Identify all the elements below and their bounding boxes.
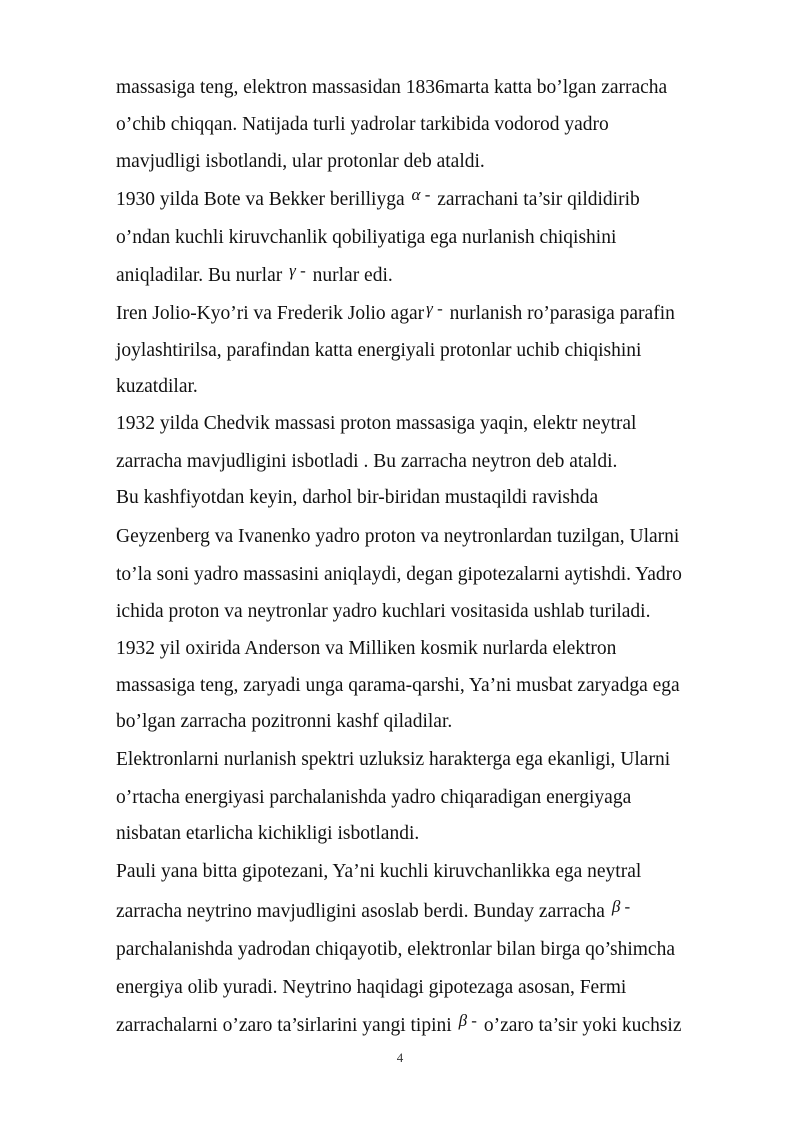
- text-line-4: 1930 yilda Bote va Bekker berilliyga α - zarrachani ta’sir qildidirib: [116, 185, 640, 210]
- text-line-26: zarrachalarni o’zaro ta’sirlarini yangi tipini β - o’zaro ta’sir yoki kuchsiz: [116, 1011, 682, 1036]
- text-line-16: 1932 yil oxirida Anderson va Milliken kosmik nurlarda elektron: [116, 638, 617, 659]
- text-line-5: o’ndan kuchli kiruvchanlik qobiliyatiga ega nurlanish chiqishini: [116, 227, 617, 248]
- text-line-23: zarracha neytrino mavjudligini asoslab berdi. Bunday zarracha β -: [116, 897, 631, 922]
- text-line-3: mavjudligi isbotlandi, ular protonlar deb ataldi.: [116, 151, 485, 172]
- text-line-22: Pauli yana bitta gipotezani, Ya’ni kuchli kiruvchanlikka ega neytral: [116, 861, 642, 882]
- gamma-symbol: γ -: [289, 261, 306, 280]
- text-line-20: o’rtacha energiyasi parchalanishda yadro chiqaradigan energiyaga: [116, 787, 632, 808]
- text-line-24: parchalanishda yadrodan chiqayotib, elektronlar bilan birga qo’shimcha: [116, 939, 675, 960]
- text-line-18: bo’lgan zarracha pozitronni kashf qiladilar.: [116, 711, 453, 732]
- gamma-symbol: γ -: [426, 299, 443, 318]
- text-line-21: nisbatan etarlicha kichikligi isbotlandi.: [116, 823, 420, 844]
- text-line-8: joylashtirilsa, parafindan katta energiyali protonlar uchib chiqishini: [116, 340, 642, 361]
- text-line-25: energiya olib yuradi. Neytrino haqidagi gipotezaga asosan, Fermi: [116, 977, 627, 998]
- text-line-19: Elektronlarni nurlanish spektri uzluksiz harakterga ega ekanligi, Ularni: [116, 749, 671, 770]
- text-line-2: o’chib chiqqan. Natijada turli yadrolar tarkibida vodorod yadro: [116, 114, 609, 135]
- text-line-7: Iren Jolio-Kyo’ri va Frederik Jolio agar γ - nurlanish ro’parasiga parafin: [116, 299, 675, 324]
- text-line-11: zarracha mavjudligini isbotladi . Bu zarracha neytron deb ataldi.: [116, 451, 618, 472]
- text-line-14: to’la soni yadro massasini aniqlaydi, degan gipotezalarni aytishdi. Yadro: [116, 564, 682, 585]
- text-line-6: aniqladilar. Bu nurlar γ - nurlar edi.: [116, 261, 393, 286]
- text-line-9: kuzatdilar.: [116, 376, 198, 397]
- text-line-13: Geyzenberg va Ivanenko yadro proton va neytronlardan tuzilgan, Ularni: [116, 526, 680, 547]
- beta-symbol: β -: [611, 897, 631, 916]
- alpha-symbol: α -: [411, 185, 431, 204]
- text-line-12: Bu kashfiyotdan keyin, darhol bir-biridan mustaqildi ravishda: [116, 487, 599, 508]
- text-line-1: massasiga teng, elektron massasidan 1836marta katta bo’lgan zarracha: [116, 77, 668, 98]
- text-line-17: massasiga teng, zaryadi unga qarama-qarshi, Ya’ni musbat zaryadga ega: [116, 675, 680, 696]
- text-line-10: 1932 yilda Chedvik massasi proton massasiga yaqin, elektr neytral: [116, 413, 637, 434]
- beta-symbol: β -: [458, 1011, 477, 1030]
- page-number: 4: [396, 1050, 404, 1065]
- text-line-15: ichida proton va neytronlar yadro kuchlari vositasida ushlab turiladi.: [116, 601, 651, 622]
